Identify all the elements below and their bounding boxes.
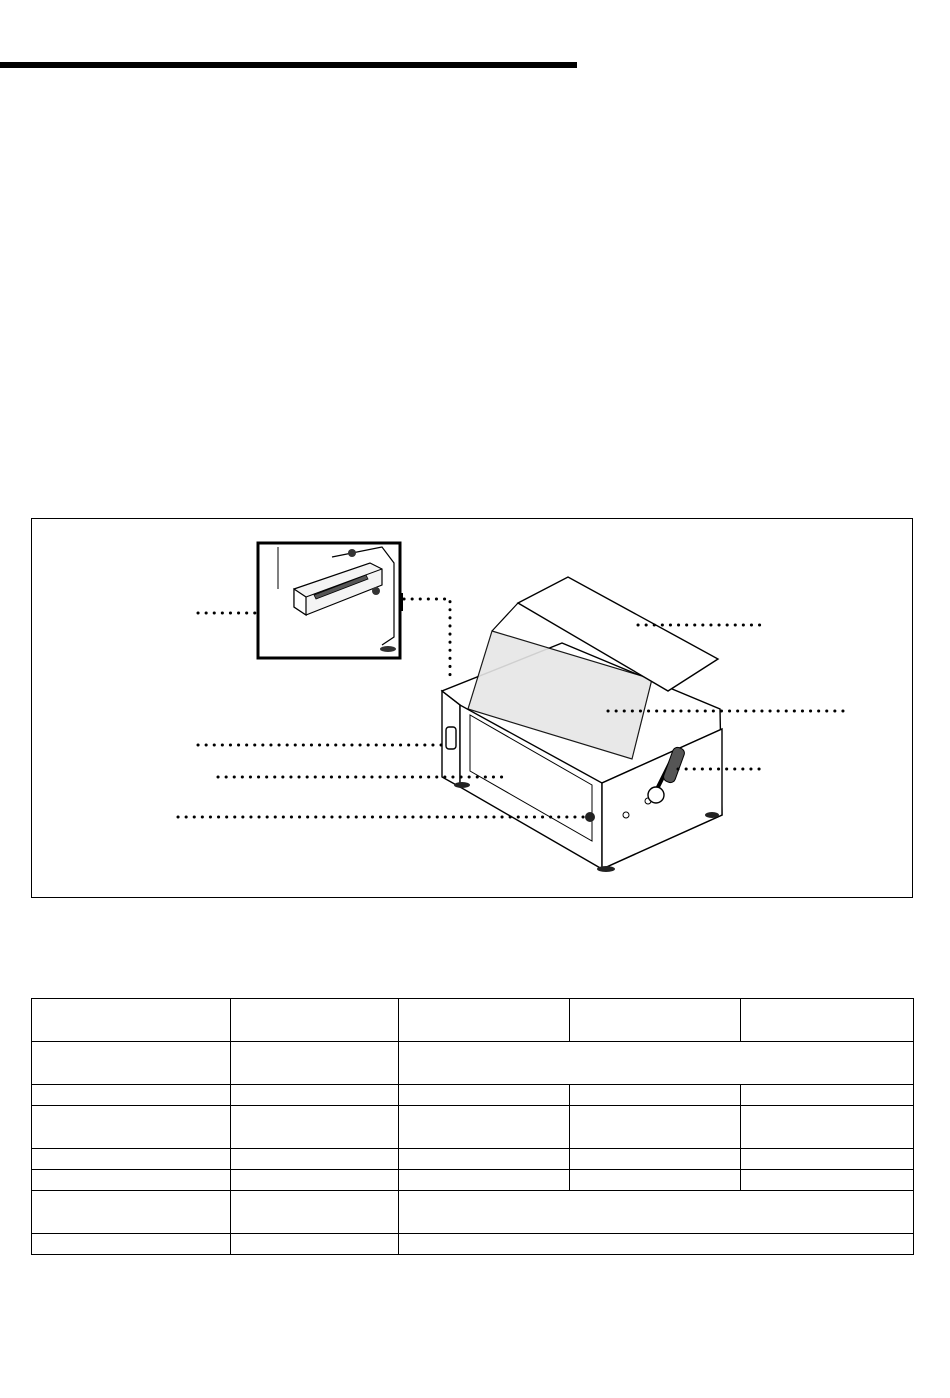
table-cell: [399, 1106, 570, 1149]
table-cell: [399, 1085, 570, 1106]
table-cell: [231, 1042, 399, 1085]
section-title-rule: [0, 62, 577, 68]
specification-table: [31, 998, 914, 1255]
table-cell: [741, 1170, 914, 1191]
table-cell: [399, 1042, 914, 1085]
table-cell: [32, 1042, 231, 1085]
table-cell: [570, 1149, 741, 1170]
table-row: [32, 1149, 914, 1170]
table-row: [32, 1191, 914, 1234]
table-cell: [32, 1170, 231, 1191]
table-header-cell: [741, 999, 914, 1042]
table-row: [32, 1234, 914, 1255]
table-row: [32, 1170, 914, 1191]
table-row: [32, 1042, 914, 1085]
table-cell: [570, 1170, 741, 1191]
table-cell: [231, 1170, 399, 1191]
table-cell: [32, 1106, 231, 1149]
table-cell: [231, 1085, 399, 1106]
table-cell: [32, 1191, 231, 1234]
table-cell: [741, 1149, 914, 1170]
table-cell: [32, 1234, 231, 1255]
table-header-cell: [32, 999, 231, 1042]
table-cell: [741, 1085, 914, 1106]
table-cell: [32, 1085, 231, 1106]
table-cell: [399, 1191, 914, 1234]
table-cell: [399, 1170, 570, 1191]
table-header-cell: [570, 999, 741, 1042]
machine-illustration: [32, 519, 912, 897]
table-header-cell: [399, 999, 570, 1042]
table-cell: [570, 1106, 741, 1149]
table-cell: [231, 1191, 399, 1234]
table-cell: [399, 1149, 570, 1170]
table-cell: [399, 1234, 914, 1255]
machine-figure: [31, 518, 913, 898]
switch-icon: [446, 727, 456, 749]
table-cell: [231, 1106, 399, 1149]
table-cell: [32, 1149, 231, 1170]
adjust-knob-icon: [585, 812, 595, 822]
detail-inset: [258, 543, 402, 658]
table-row: [32, 1106, 914, 1149]
table-row: [32, 1085, 914, 1106]
table-header-row: [32, 999, 914, 1042]
table-header-cell: [231, 999, 399, 1042]
table-cell: [231, 1149, 399, 1170]
table-cell: [570, 1085, 741, 1106]
table-cell: [231, 1234, 399, 1255]
table-cell: [741, 1106, 914, 1149]
